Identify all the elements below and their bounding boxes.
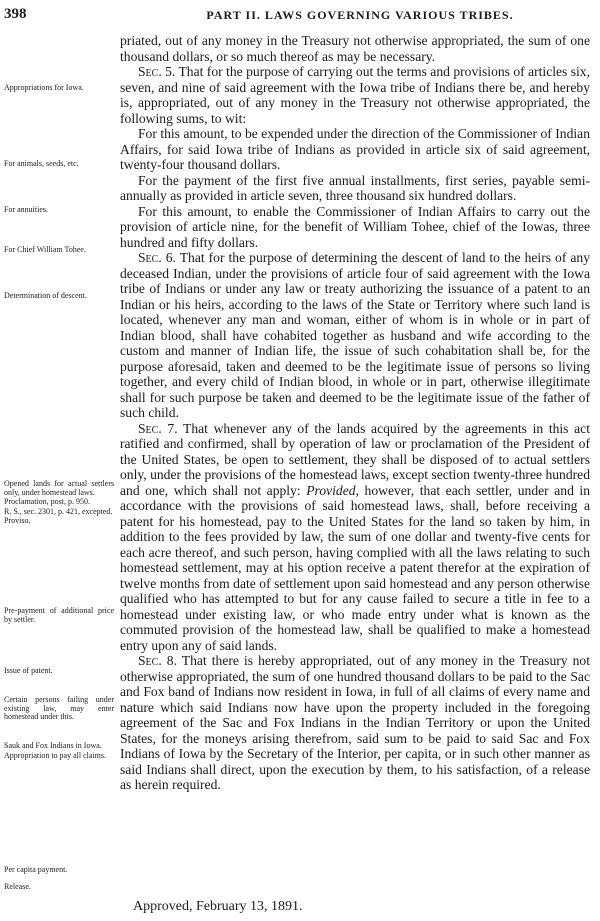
margin-note-per-capita	[4, 866, 114, 875]
running-head: PART II. LAWS GOVERNING VARIOUS TRIBES.	[206, 8, 514, 22]
paragraph-sec-7	[120, 421, 590, 654]
paragraph-text: For this amount, to enable the Commissioner of Indian Affairs to carry out the provision of article nine, for the benefit of William Tohee, chief of the Iowas, three hundred and fifty dollars.	[120, 203, 590, 250]
margin-note-text: Determination of descent.	[4, 291, 87, 300]
proviso-label: Provided,	[306, 482, 359, 498]
margin-note-sauk-and-fox	[4, 742, 114, 760]
paragraph-sec-5	[120, 64, 590, 126]
margin-note-opened-lands	[4, 480, 114, 526]
section-label: Sec. 7.	[138, 420, 178, 436]
margin-note-text: For animals, seeds, etc.	[4, 159, 79, 168]
paragraph-text: however, that each settler, under and in accordance with the provisions of said homestead laws, shall, before receiving a patent for his homestead, pay to the United States for the land so taken by him, in addition to the fees provided by law, the sum of one dollar and twenty-five cents for each acre thereof, and such person, having complied with all the laws relating to such homestead settlement, may at his option receive a patent therefor at the expiration of twelve months from date of settlement upon said homestead and any person otherwise qualified who has attempted to but for any cause failed to secure a title in fee to a homestead under existing law, or who made entry under what is known as the commuted provision of the homestead law, shall be qualified to make a homestead entry upon any of said lands.	[120, 482, 591, 653]
paragraph-text: That whenever any of the lands acquired by the agreements in this act ratified and confirmed, shall by operation of law or proclamation of the President of the United States, be open to settlement, they shall be disposed of to actual settlers only, under the provisions of the homestead laws, except section twenty-three hundred and one, which shall not apply:	[120, 420, 590, 498]
paragraph-text: priated, out of any money in the Treasury not otherwise appropriated, the sum of one thousand dollars, or so much thereof as may be necessary.	[120, 33, 590, 64]
paragraph-text: For the payment of the first five annual installments, first series, payable semi-annually as provided in article seven, three thousand six hundred dollars.	[120, 172, 590, 203]
margin-note-text: Appropriations for Iowa.	[4, 83, 84, 92]
margin-note-text: Proviso.	[4, 516, 31, 526]
margin-note-animals-seeds	[4, 160, 114, 169]
body-text	[120, 33, 590, 793]
paragraph-animals-seeds	[120, 126, 590, 173]
section-label: Sec. 6.	[138, 250, 176, 265]
margin-note-text: Certain persons failing under existing law, may enter homestead under this.	[4, 695, 114, 722]
paragraph-text: For this amount, to be expended under the direction of the Commissioner of Indian Affairs, for said Iowa tribe of Indians as provided in article six of said agreement, twenty-four thousand dollars.	[120, 126, 590, 172]
margin-note-determination-of-descent	[4, 292, 114, 301]
paragraph-sec-8	[120, 653, 590, 793]
margin-note-certain-persons	[4, 696, 114, 722]
margin-note-text: Proclamation, post, p. 950.	[4, 497, 90, 507]
margin-note-text: Release.	[4, 882, 31, 891]
margin-note-text: Appropriation to pay all claims.	[4, 750, 106, 760]
paragraph-sec-6	[120, 250, 590, 421]
margin-note-text: Pre-payment of additional price by settler.	[4, 606, 114, 624]
paragraph-text: That there is hereby appropriated, out of any money in the Treasury not otherwise appropriated, the sum of one hundred thousand dollars to be paid to the Sac and Fox band of Indians now resident in Iowa, in full of all claims of every name and nature which said Indians now have upon the property included in the foregoing agreement of the Sac and Fox Indians in the Indian Territory or upon the United States, for the moneys arising therefrom, said sum to be paid to said Sac and Fox Indians of Iowa by the Secretary of the Interior, per capita, or in such other manner as said Indians shall direct, upon the execution by them, to his satisfaction, of a release as herein required.	[120, 653, 590, 792]
page-number: 398	[4, 6, 27, 22]
margin-note-text: Opened lands for actual settlers only, under homestead laws.	[4, 479, 114, 497]
margin-note-text: R. S., sec. 2301, p. 421, excepted.	[4, 506, 113, 516]
margin-note-chief-tohee	[4, 246, 114, 255]
margin-note-text: Per capita payment.	[4, 865, 68, 874]
margin-note-text: Issue of patent.	[4, 666, 53, 675]
margin-note-annuities	[4, 206, 114, 215]
margin-note-issue-of-patent	[4, 667, 114, 676]
paragraph-continuation	[120, 33, 590, 64]
paragraph-text: That for the purpose of determining the descent of land to the heirs of any deceased Indian, under the provisions of article four of said agreement with the Iowa tribe of Indians or under any law or treaty authorizing the issuance of a patent to an Indian or his heirs, according to the laws of the State or Territory where such land is located, whenever any man and woman, either of whom is in whole or in part of Indian blood, shall have cohabited together as husband and wife according to the custom and manner of Indian life, the issue of such cohabitation shall be, for the purpose aforesaid, taken and deemed to be the legitimate issue of persons so living together, and every child of Indian blood, in whole or in part, otherwise illegitimate shall for such purpose be taken and deemed to be the legitimate issue of the father of such child.	[120, 250, 590, 420]
margin-note-text: Sauk and Fox Indians in Iowa.	[4, 741, 102, 750]
margin-note-release	[4, 883, 114, 892]
section-label: Sec. 8.	[138, 653, 177, 668]
paragraph-annuities	[120, 173, 590, 204]
margin-note-prepayment	[4, 607, 114, 624]
paragraph-text: That for the purpose of carrying out the terms and provisions of articles six, seven, and nine of said agreement with the Iowa tribe of Indians there be, and hereby is, appropriated, out of any money in the Treasury not otherwise appropriated, the following sums, to wit:	[120, 64, 590, 126]
section-label: Sec. 5.	[138, 64, 176, 79]
approval-line: Approved, February 13, 1891.	[133, 899, 303, 914]
margin-note-text: For annuities.	[4, 205, 48, 214]
margin-note-text: For Chief William Tohee.	[4, 245, 86, 254]
paragraph-chief-tohee	[120, 204, 590, 251]
margin-note-appropriations-iowa	[4, 84, 114, 93]
page-header	[0, 0, 600, 30]
